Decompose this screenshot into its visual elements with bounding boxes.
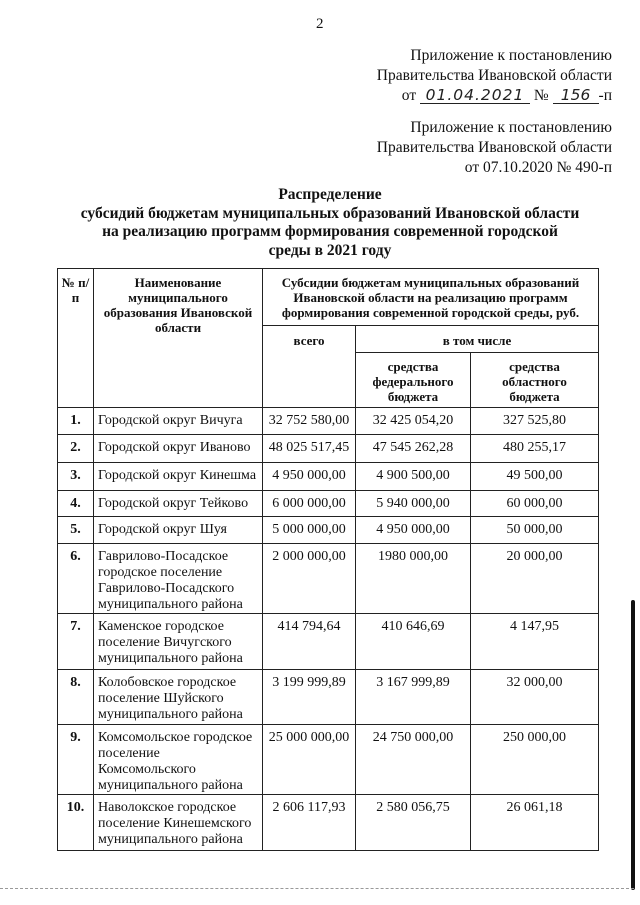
header-subsidies: Субсидии бюджетам муниципальных образований Ивановской области на реализацию программ формирования современной городской среды, руб. bbox=[263, 269, 599, 326]
table-row bbox=[58, 670, 599, 725]
row-number: 4. bbox=[58, 491, 94, 517]
row-total: 2 606 117,93 bbox=[263, 795, 356, 851]
row-total: 25 000 000,00 bbox=[263, 725, 356, 795]
row-regional: 20 000,00 bbox=[471, 544, 599, 614]
row-number: 6. bbox=[58, 544, 94, 614]
row-name: Городской округ Тейково bbox=[94, 491, 263, 517]
table-row bbox=[58, 544, 599, 614]
document-title bbox=[40, 186, 620, 260]
row-federal: 1980 000,00 bbox=[356, 544, 471, 614]
annex-current-line1: Приложение к постановлению bbox=[410, 47, 612, 64]
annex-previous bbox=[377, 118, 612, 178]
row-total: 3 199 999,89 bbox=[263, 670, 356, 725]
row-number: 8. bbox=[58, 670, 94, 725]
table-row bbox=[58, 517, 599, 544]
row-regional: 49 500,00 bbox=[471, 463, 599, 491]
header-name: Наименование муниципального образования Ивановской области bbox=[94, 269, 263, 408]
title-line4: среды в 2021 году bbox=[268, 241, 392, 259]
row-name: Комсомольское городское поселение Комсомольского муниципального района bbox=[94, 725, 263, 795]
row-regional: 26 061,18 bbox=[471, 795, 599, 851]
annex-previous-line3: от 07.10.2020 № 490-п bbox=[464, 159, 612, 176]
annex-current-prefix: от bbox=[401, 87, 417, 104]
annex-previous-line1: Приложение к постановлению bbox=[410, 119, 612, 136]
row-regional: 32 000,00 bbox=[471, 670, 599, 725]
row-federal: 24 750 000,00 bbox=[356, 725, 471, 795]
table-row bbox=[58, 491, 599, 517]
annex-previous-line2: Правительства Ивановской области bbox=[376, 139, 612, 156]
title-line2: субсидий бюджетам муниципальных образований Ивановской области bbox=[80, 204, 580, 222]
header-including: в том числе bbox=[356, 326, 599, 353]
row-federal: 5 940 000,00 bbox=[356, 491, 471, 517]
row-federal: 4 950 000,00 bbox=[356, 517, 471, 544]
row-name: Колобовское городское поселение Шуйского муниципального района bbox=[94, 670, 263, 725]
handwritten-number: 156 bbox=[553, 87, 599, 104]
row-federal: 32 425 054,20 bbox=[356, 408, 471, 435]
row-total: 48 025 517,45 bbox=[263, 435, 356, 463]
row-name: Наволокское городское поселение Кинешемского муниципального района bbox=[94, 795, 263, 851]
row-regional: 250 000,00 bbox=[471, 725, 599, 795]
row-total: 5 000 000,00 bbox=[263, 517, 356, 544]
table-row bbox=[58, 408, 599, 435]
table-row bbox=[58, 614, 599, 670]
row-regional: 50 000,00 bbox=[471, 517, 599, 544]
annex-current bbox=[377, 46, 612, 106]
row-federal: 4 900 500,00 bbox=[356, 463, 471, 491]
header-total: всего bbox=[263, 326, 356, 408]
title-line1: Распределение bbox=[278, 186, 382, 203]
row-federal: 3 167 999,89 bbox=[356, 670, 471, 725]
row-total: 32 752 580,00 bbox=[263, 408, 356, 435]
row-number: 10. bbox=[58, 795, 94, 851]
row-name: Гаврилово-Посадское городское поселение Гаврилово-Посадского муниципального района bbox=[94, 544, 263, 614]
scan-bottom-edge bbox=[0, 888, 634, 889]
row-federal: 2 580 056,75 bbox=[356, 795, 471, 851]
row-federal: 410 646,69 bbox=[356, 614, 471, 670]
row-total: 2 000 000,00 bbox=[263, 544, 356, 614]
row-number: 1. bbox=[58, 408, 94, 435]
row-regional: 480 255,17 bbox=[471, 435, 599, 463]
row-number: 7. bbox=[58, 614, 94, 670]
table-row bbox=[58, 795, 599, 851]
row-regional: 60 000,00 bbox=[471, 491, 599, 517]
row-total: 4 950 000,00 bbox=[263, 463, 356, 491]
row-total: 414 794,64 bbox=[263, 614, 356, 670]
annex-current-line3 bbox=[377, 86, 612, 106]
annex-current-suffix: -п bbox=[598, 87, 612, 104]
header-number: № п/п bbox=[58, 269, 94, 408]
row-name: Городской округ Шуя bbox=[94, 517, 263, 544]
page-number: 2 bbox=[316, 16, 324, 32]
row-name: Городской округ Вичуга bbox=[94, 408, 263, 435]
subsidies-table bbox=[57, 268, 599, 851]
row-number: 2. bbox=[58, 435, 94, 463]
row-regional: 327 525,80 bbox=[471, 408, 599, 435]
annex-current-line2: Правительства Ивановской области bbox=[376, 67, 612, 84]
table-row bbox=[58, 435, 599, 463]
table-row bbox=[58, 725, 599, 795]
row-federal: 47 545 262,28 bbox=[356, 435, 471, 463]
header-federal: средства федерального бюджета bbox=[356, 353, 471, 408]
row-regional: 4 147,95 bbox=[471, 614, 599, 670]
header-regional: средства областного бюджета bbox=[471, 353, 599, 408]
row-number: 3. bbox=[58, 463, 94, 491]
number-sign: № bbox=[533, 87, 549, 104]
row-name: Городской округ Иваново bbox=[94, 435, 263, 463]
scan-edge-shadow bbox=[631, 600, 635, 890]
row-name: Городской округ Кинешма bbox=[94, 463, 263, 491]
row-number: 5. bbox=[58, 517, 94, 544]
table-row bbox=[58, 463, 599, 491]
row-total: 6 000 000,00 bbox=[263, 491, 356, 517]
handwritten-date: 01.04.2021 bbox=[420, 87, 530, 104]
title-line3: на реализацию программ формирования современной городской bbox=[102, 223, 558, 240]
row-number: 9. bbox=[58, 725, 94, 795]
row-name: Каменское городское поселение Вичугского муниципального района bbox=[94, 614, 263, 670]
